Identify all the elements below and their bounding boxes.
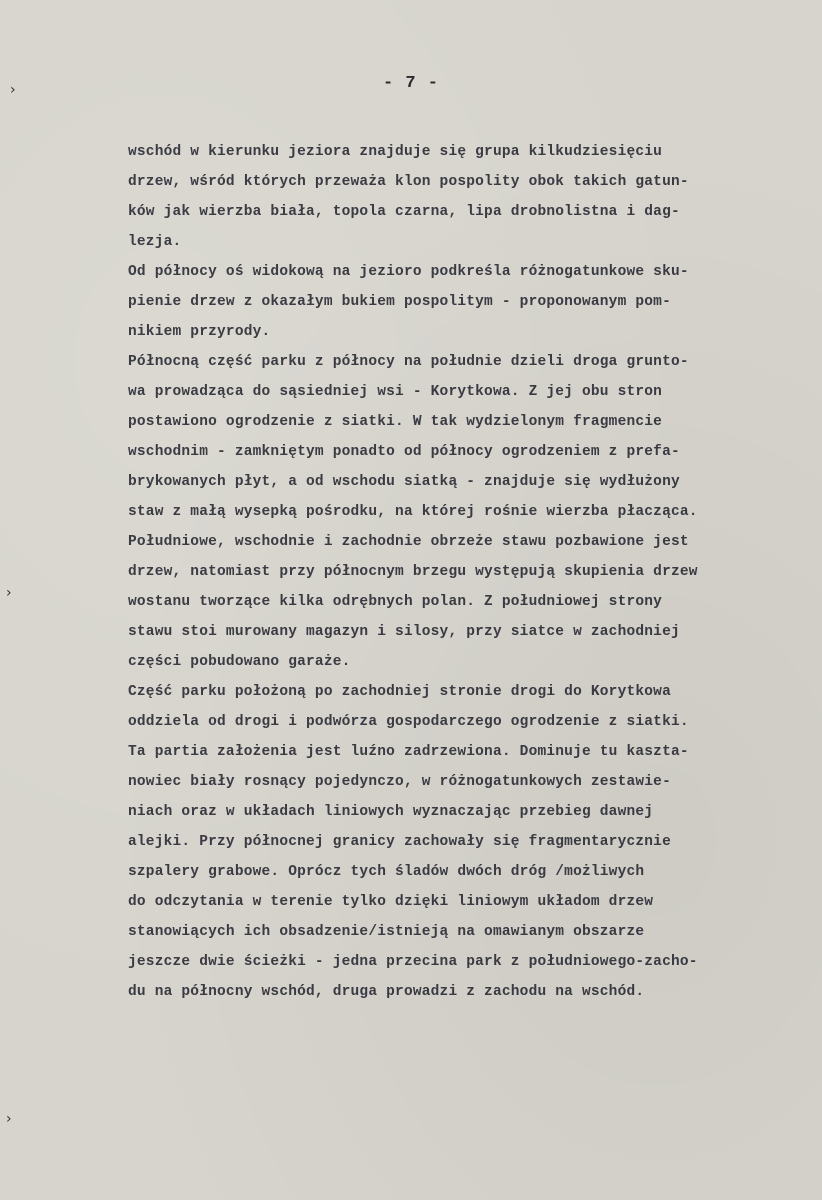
text-line: Południowe, wschodnie i zachodnie obrzeże stawu pozbawione jest [128,534,689,550]
text-line: wschodnim - zamkniętym ponadto od północy ogrodzeniem z prefa- [128,444,680,460]
page-number: - 7 - [382,74,439,93]
text-line: stanowiących ich obsadzenie/istnieją na omawianym obszarze [128,924,645,940]
text-line: części pobudowano garaże. [128,654,351,670]
text-line: oddziela od drogi i podwórza gospodarczego ogrodzenie z siatki. [128,714,689,730]
text-line: staw z małą wysepką pośrodku, na której rośnie wierzba płacząca. [128,504,698,520]
margin-mark: › [10,82,16,98]
text-line: nikiem przyrody. [128,324,271,340]
text-line: du na północny wschód, druga prowadzi z zachodu na wschód. [128,984,645,1000]
text-line: alejki. Przy północnej granicy zachowały się fragmentarycznie [128,834,671,850]
text-line: szpalery grabowe. Oprócz tych śladów dwóch dróg /możliwych [128,864,645,880]
text-line: jeszcze dwie ścieżki - jedna przecina park z południowego-zacho- [128,954,698,970]
text-line: nowiec biały rosnący pojedynczo, w różnogatunkowych zestawie- [128,774,671,790]
text-line: ków jak wierzba biała, topola czarna, lipa drobnolistna i dag- [128,204,680,220]
text-line: Od północy oś widokową na jezioro podkreśla różnogatunkowe sku- [128,264,689,280]
text-line: Ta partia założenia jest luźno zadrzewiona. Dominuje tu kaszta- [128,744,689,760]
text-line: drzew, natomiast przy północnym brzegu występują skupienia drzew [128,564,698,580]
text-line: Północną część parku z północy na południe dzieli droga grunto- [128,354,689,370]
margin-mark: › [6,1111,12,1127]
text-line: postawiono ogrodzenie z siatki. W tak wydzielonym fragmencie [128,414,663,430]
text-line: do odczytania w terenie tylko dzięki liniowym układom drzew [128,894,654,910]
text-line: brykowanych płyt, a od wschodu siatką - znajduje się wydłużony [128,474,680,490]
body-text [128,137,778,1007]
text-line: stawu stoi murowany magazyn i silosy, przy siatce w zachodniej [128,624,680,640]
text-line: drzew, wśród których przeważa klon pospolity obok takich gatun- [128,174,689,190]
margin-mark: › [6,585,12,601]
text-line: niach oraz w układach liniowych wyznaczając przebieg dawnej [128,804,654,820]
text-line: wa prowadząca do sąsiedniej wsi - Korytkowa. Z jej obu stron [128,384,663,400]
text-line: Część parku położoną po zachodniej stronie drogi do Korytkowa [128,684,671,700]
text-line: pienie drzew z okazałym bukiem pospolitym - proponowanym pom- [128,294,671,310]
text-line: wschód w kierunku jeziora znajduje się grupa kilkudziesięciu [128,144,663,160]
text-line: wostanu tworzące kilka odrębnych polan. Z południowej strony [128,594,663,610]
text-line: lezja. [128,234,182,250]
